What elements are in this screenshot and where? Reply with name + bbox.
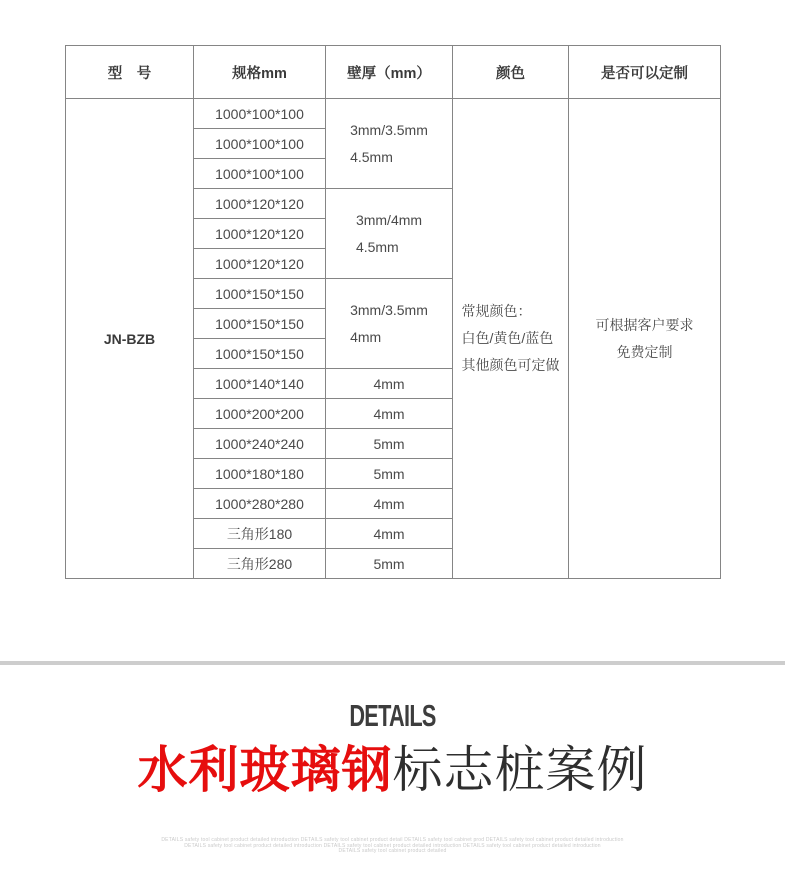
section-title-rest: 标志桩案例 xyxy=(392,742,648,798)
spec-cell: 1000*180*180 xyxy=(194,459,326,489)
thickness-line: 4.5mm xyxy=(355,238,399,255)
col-header-custom: 是否可以定制 xyxy=(569,46,721,99)
spec-cell: 1000*150*150 xyxy=(194,279,326,309)
spec-table xyxy=(65,45,721,579)
thickness-cell-group1 xyxy=(326,99,453,189)
thickness-cell: 4mm xyxy=(326,519,453,549)
spec-cell: 1000*150*150 xyxy=(194,309,326,339)
spec-cell: 1000*240*240 xyxy=(194,429,326,459)
spec-cell: 1000*120*120 xyxy=(194,189,326,219)
col-header-color: 颜色 xyxy=(453,46,569,99)
header-row xyxy=(66,46,721,99)
color-line: 其他颜色可定做 xyxy=(461,357,560,373)
thickness-cell: 4mm xyxy=(326,369,453,399)
col-header-spec: 规格mm xyxy=(194,46,326,99)
thickness-cell: 5mm xyxy=(326,429,453,459)
spec-cell: 1000*140*140 xyxy=(194,369,326,399)
watermark-line: DETAILS safety tool cabinet product detailed xyxy=(338,848,447,855)
spec-cell: 1000*100*100 xyxy=(194,99,326,129)
table-row xyxy=(66,99,721,129)
color-cell-text xyxy=(462,298,560,379)
custom-line: 可根据客户要求 xyxy=(595,316,694,333)
thickness-line: 4.5mm xyxy=(350,148,393,165)
section-title xyxy=(0,742,785,798)
spec-cell: 1000*200*200 xyxy=(194,399,326,429)
col-header-thickness: 壁厚（mm） xyxy=(326,46,453,99)
section-divider xyxy=(0,661,785,665)
thickness-line: 3mm/4mm xyxy=(355,211,423,228)
thickness-cell: 5mm xyxy=(326,549,453,579)
thickness-line: 4mm xyxy=(350,328,382,345)
color-line: 常规颜色： xyxy=(461,303,532,319)
thickness-cell: 5mm xyxy=(326,459,453,489)
spec-cell: 三角形180 xyxy=(194,519,326,549)
thickness-line: 3mm/3.5mm xyxy=(350,121,428,138)
thickness-cell-group3 xyxy=(326,279,453,369)
thickness-cell: 4mm xyxy=(326,399,453,429)
thickness-group1-text xyxy=(350,117,428,171)
model-cell: JN-BZB xyxy=(66,99,194,579)
thickness-group2-text xyxy=(356,207,422,261)
spec-cell: 1000*120*120 xyxy=(194,249,326,279)
watermark-line: DETAILS safety tool cabinet product detailed introduction DETAILS safety tool cabinet product detail DETAILS safety tool cabinet prod DETAILS safety tool cabinet product detailed introduction xyxy=(161,837,624,843)
spec-cell: 三角形280 xyxy=(194,549,326,579)
spec-cell: 1000*280*280 xyxy=(194,489,326,519)
col-header-model: 型 号 xyxy=(66,46,194,99)
thickness-line: 3mm/3.5mm xyxy=(350,301,428,318)
custom-line: 免费定制 xyxy=(616,343,673,360)
section-title-highlight: 水利玻璃钢 xyxy=(137,742,393,798)
thickness-cell: 4mm xyxy=(326,489,453,519)
watermark-line: DETAILS safety tool cabinet product detailed introduction DETAILS safety tool cabinet product detailed introduction DETAILS safety tool cabinet product detailed introduction xyxy=(184,842,601,849)
thickness-cell-group2 xyxy=(326,189,453,279)
spec-cell: 1000*120*120 xyxy=(194,219,326,249)
spec-cell: 1000*100*100 xyxy=(194,159,326,189)
color-line: 白色/黄色/蓝色 xyxy=(461,330,554,346)
spec-cell: 1000*100*100 xyxy=(194,129,326,159)
spec-cell: 1000*150*150 xyxy=(194,339,326,369)
watermark-text xyxy=(0,838,785,855)
details-eyebrow: DETAILS xyxy=(349,698,436,733)
color-cell xyxy=(453,99,569,579)
custom-cell xyxy=(569,99,721,579)
thickness-group3-text xyxy=(350,297,428,351)
spec-table-wrap xyxy=(65,45,720,579)
